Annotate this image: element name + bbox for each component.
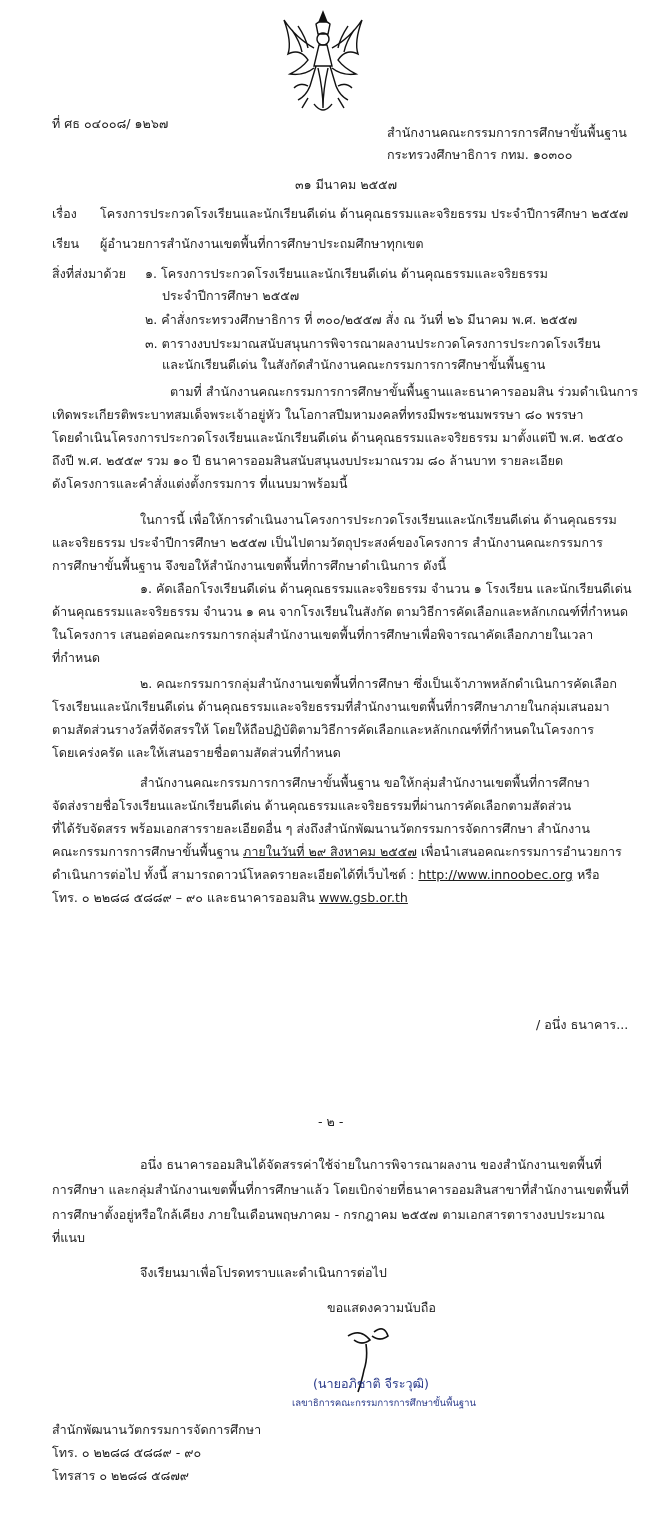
paragraph-line: การศึกษาขั้นพื้นฐาน จึงขอให้สำนักงานเขตพื้นที่การศึกษาดำเนินการ ดังนี้: [52, 558, 447, 573]
contact-phone: โทร. ๐ ๒๒๘๘ ๕๘๘๙ - ๙๐: [52, 1445, 202, 1460]
paragraph-line: ในโครงการ เสนอต่อคณะกรรมการกลุ่มสำนักงานเขตพื้นที่การศึกษาเพื่อพิจารณาคัดเลือกภายในเวลา: [52, 627, 594, 642]
page-number: - ๒ -: [318, 1114, 344, 1129]
continuation-note: / อนึ่ง ธนาคาร...: [536, 1017, 629, 1032]
paragraph-line: ตามที่ สำนักงานคณะกรรมการการศึกษาขั้นพื้นฐานและธนาคารออมสิน ร่วมดำเนินการ: [170, 384, 639, 399]
paragraph-text: ดำเนินการต่อไป ทั้งนี้ สามารถดาวน์โหลดรายละเอียดได้ที่เว็บไซต์ :: [52, 867, 419, 882]
paragraph-line: การศึกษาตั้งอยู่หรือใกล้เคียง ภายในเดือนพฤษภาคม - กรกฎาคม ๒๕๕๗ ตามเอกสารตารางงบประมาณ: [52, 1207, 605, 1222]
document-number: ที่ ศธ ๐๔๐๐๘/ ๑๒๖๗: [52, 116, 169, 131]
issuer-line-1: สำนักงานคณะกรรมการการศึกษาขั้นพื้นฐาน: [387, 125, 627, 140]
innoobec-link[interactable]: http://www.innoobec.org: [418, 867, 573, 882]
paragraph-line: ๒. คณะกรรมการกลุ่มสำนักงานเขตพื้นที่การศึกษา ซึ่งเป็นเจ้าภาพหลักดำเนินการคัดเลือก: [140, 676, 618, 691]
paragraph-line: อนึ่ง ธนาคารออมสินได้จัดสรรค่าใช้จ่ายในการพิจารณาผลงาน ของสำนักงานเขตพื้นที่: [140, 1157, 602, 1172]
enclosure-label: สิ่งที่ส่งมาด้วย: [52, 266, 126, 281]
to-label: เรียน: [52, 236, 80, 251]
regards-line: ขอแสดงความนับถือ: [327, 1300, 436, 1315]
enclosure-line: ๒. คำสั่งกระทรวงศึกษาธิการ ที่ ๓๐๐/๒๕๕๗ สั่ง ณ วันที่ ๒๖ มีนาคม พ.ศ. ๒๕๕๗: [145, 312, 578, 327]
paragraph-line: ดังโครงการและคำสั่งแต่งตั้งกรรมการ ที่แนบมาพร้อมนี้: [52, 476, 348, 491]
paragraph-line: สำนักงานคณะกรรมการการศึกษาขั้นพื้นฐาน ขอให้กลุ่มสำนักงานเขตพื้นที่การศึกษา: [140, 775, 590, 790]
paragraph-line: และจริยธรรม ประจำปีการศึกษา ๒๕๕๗ เป็นไปตามวัตถุประสงค์ของโครงการ สำนักงานคณะกรรมการ: [52, 535, 603, 550]
paragraph-line: ด้านคุณธรรมและจริยธรรม จำนวน ๑ คน จากโรงเรียนในสังกัด ตามวิธีการคัดเลือกและหลักเกณฑ์ที่กำหนด: [52, 604, 629, 619]
paragraph-text: หรือ: [572, 867, 600, 882]
paragraph-line: การศึกษา และกลุ่มสำนักงานเขตพื้นที่การศึกษาแล้ว โดยเบิกจ่ายที่ธนาคารออมสินสาขาที่สำนักงานเขตพื้นที่: [52, 1182, 629, 1197]
contact-fax: โทรสาร ๐ ๒๒๘๘ ๕๘๗๙: [52, 1468, 190, 1483]
enclosure-line: ประจำปีการศึกษา ๒๕๕๗: [162, 288, 300, 303]
paragraph-line: ที่ได้รับจัดสรร พร้อมเอกสารรายละเอียดอื่น ๆ ส่งถึงสำนักพัฒนานวัตกรรมการจัดการศึกษา สำนักงาน: [52, 821, 590, 836]
paragraph-line: [52, 865, 600, 884]
paragraph-line: ที่กำหนด: [52, 650, 101, 665]
garuda-emblem: [278, 8, 368, 118]
paragraph-line: ตามสัดส่วนรางวัลที่จัดสรรให้ โดยให้ถือปฏิบัติตามวิธีการคัดเลือกและหลักเกณฑ์ที่กำหนดในโครงการ: [52, 722, 594, 737]
paragraph-line: โรงเรียนและนักเรียนดีเด่น ด้านคุณธรรมและจริยธรรมที่สำนักงานเขตพื้นที่การศึกษาภายในกลุ่มเสนอมา: [52, 699, 610, 714]
paragraph-line: [52, 888, 408, 907]
issuer-line-2: กระทรวงศึกษาธิการ กทม. ๑๐๓๐๐: [387, 147, 573, 162]
paragraph-line: เทิดพระเกียรติพระบาทสมเด็จพระเจ้าอยู่หัว ในโอกาสปีมหามงคลที่ทรงมีพระชนมพรรษา ๘๐ พรรษา: [52, 407, 584, 422]
enclosure-line: ๑. โครงการประกวดโรงเรียนและนักเรียนดีเด่น ด้านคุณธรรมและจริยธรรม: [145, 266, 548, 281]
paragraph-text: เพื่อนำเสนอคณะกรรมการอำนวยการ: [416, 844, 622, 859]
paragraph-line: ในการนี้ เพื่อให้การดำเนินงานโครงการประกวดโรงเรียนและนักเรียนดีเด่น ด้านคุณธรรม: [140, 512, 617, 527]
signer-name: (นายอภิชาติ จีระวุฒิ): [313, 1376, 429, 1391]
paragraph-line: ถึงปี พ.ศ. ๒๕๕๙ รวม ๑๐ ปี ธนาคารออมสินสนับสนุนงบประมาณรวม ๘๐ ล้านบาท รายละเอียด: [52, 453, 564, 468]
document-date: ๓๑ มีนาคม ๒๕๕๗: [295, 177, 398, 192]
signer-title: เลขาธิการคณะกรรมการการศึกษาขั้นพื้นฐาน: [292, 1398, 476, 1409]
paragraph-line: ที่แนบ: [52, 1230, 86, 1245]
enclosure-line: และนักเรียนดีเด่น ในสังกัดสำนักงานคณะกรรมการการศึกษาขั้นพื้นฐาน: [162, 357, 546, 372]
enclosure-line: ๓. ตารางงบประมาณสนับสนุนการพิจารณาผลงานประกวดโครงการประกวดโรงเรียน: [145, 336, 601, 351]
deadline-text: ภายในวันที่ ๒๙ สิงหาคม ๒๕๕๗: [243, 844, 417, 859]
subject-label: เรื่อง: [52, 206, 77, 221]
paragraph-line: [52, 842, 622, 861]
contact-office: สำนักพัฒนานวัตกรรมการจัดการศึกษา: [52, 1422, 262, 1437]
closing-line: จึงเรียนมาเพื่อโปรดทราบและดำเนินการต่อไป: [140, 1265, 387, 1280]
subject-text: โครงการประกวดโรงเรียนและนักเรียนดีเด่น ด้านคุณธรรมและจริยธรรม ประจำปีการศึกษา ๒๕๕๗: [100, 206, 629, 221]
paragraph-text: คณะกรรมการการศึกษาขั้นพื้นฐาน: [52, 844, 244, 859]
paragraph-line: โดยดำเนินโครงการประกวดโรงเรียนและนักเรียนดีเด่น ด้านคุณธรรมและจริยธรรม มาตั้งแต่ปี พ.ศ. ๒๕๕๐: [52, 430, 624, 445]
to-text: ผู้อำนวยการสำนักงานเขตพื้นที่การศึกษาประถมศึกษาทุกเขต: [100, 236, 424, 251]
paragraph-line: ๑. คัดเลือกโรงเรียนดีเด่น ด้านคุณธรรมและจริยธรรม จำนวน ๑ โรงเรียน และนักเรียนดีเด่น: [140, 581, 632, 596]
paragraph-line: โดยเคร่งครัด และให้เสนอรายชื่อตามสัดส่วนที่กำหนด: [52, 745, 341, 760]
paragraph-text: โทร. ๐ ๒๒๘๘ ๕๘๘๙ – ๙๐ และธนาคารออมสิน: [52, 890, 319, 905]
paragraph-line: จัดส่งรายชื่อโรงเรียนและนักเรียนดีเด่น ด้านคุณธรรมและจริยธรรมที่ผ่านการคัดเลือกตามสัดส่วน: [52, 798, 572, 813]
gsb-link[interactable]: www.gsb.or.th: [318, 890, 408, 905]
